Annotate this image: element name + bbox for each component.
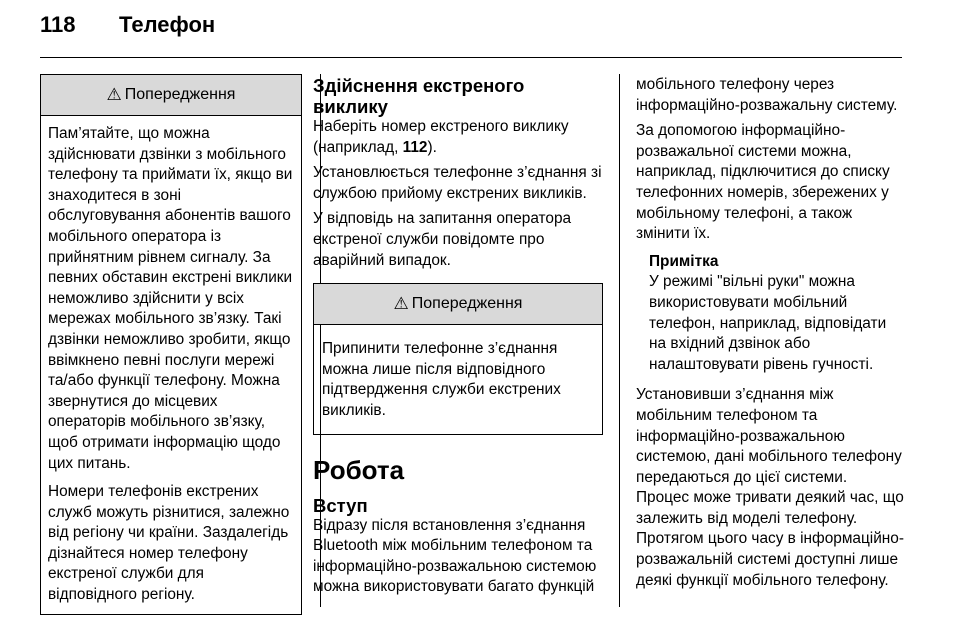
paragraph: Відразу після встановлення з’єднання Bluetooth між мобільним телефоном та інформаційно-розважальною системою можна використовувати багато функцій: [313, 516, 597, 596]
column-divider-2: [619, 74, 620, 607]
warning-paragraph: Припинити телефонне з’єднання можна лише після відповідного підтвердження служби екстрених викликів.: [322, 340, 561, 419]
paragraph: Установивши з’єднання між мобільним телефоном та інформаційно-розважальною системою, дані мобільного телефону передаються до цієї системи. Процес може тривати деякий час, що залежить від моделі телефону. Протягом цього часу в інформаційно-розважальній системі доступні лише деякі функції мобільного телефону.: [636, 386, 904, 589]
warning-paragraph: Номери телефонів екстрених служб можуть різнитися, залежно від регіону чи країни. Заздалегідь дізнайтеся номер телефону екстреної служби для відповідного регіону.: [48, 483, 290, 604]
paragraph: Установлюється телефонне з’єднання зі службою прийому екстрених викликів.: [313, 164, 602, 202]
emergency-dial-paragraph: Наберіть номер екстреного виклику (наприклад, 112).: [313, 118, 569, 156]
warning-paragraph: Пам’ятайте, що можна здійснювати дзвінки з мобільного телефону та приймати їх, якщо ви знаходитеся в зоні обслуговування абонентів вашого мобільного оператора із прийнятним рівнем сигналу. За певних обставин екстрені виклики неможливо здійснити у всіх мережах мобільного зв’язку. Такі дзвінки неможливо зробити, якщо ввімкнено певні послуги мережі та/або функції телефону. Можна звернутися до місцевих операторів мобільного зв’язку, щоб отримати інформацію щодо цих питань.: [48, 125, 293, 472]
paragraph: У відповідь на запитання оператора екстреної служби повідомте про аварійний випадок.: [313, 210, 572, 269]
emergency-number: 112: [402, 138, 428, 156]
page-number: 118: [40, 12, 76, 37]
note-text: У режимі "вільні руки" можна використовувати мобільний телефон, наприклад, відповідати на вхідний дзвінок або налаштовувати рівень гучності.: [649, 273, 887, 373]
warning-title: Попередження: [411, 294, 523, 312]
column-1: [40, 74, 302, 615]
page-title: Телефон: [119, 12, 216, 37]
note-block: [649, 252, 904, 376]
section-heading: Здійснення екстреного виклику: [313, 75, 525, 117]
warning-box: [313, 283, 603, 434]
warning-box: [40, 74, 302, 615]
warning-title: Попередження: [124, 85, 236, 103]
warning-header: [314, 284, 602, 325]
note-title: Примітка: [649, 252, 719, 270]
warning-triangle-icon: ⚠: [393, 293, 409, 313]
paragraph: мобільного телефону через інформаційно-розважальну систему.: [636, 76, 898, 114]
column-2: [313, 75, 603, 603]
paragraph: За допомогою інформаційно-розважальної системи можна, наприклад, підключитися до списку телефонних номерів, збережених у мобільному телефоні, а також змінити їх.: [636, 122, 890, 243]
warning-triangle-icon: ⚠: [106, 84, 122, 104]
chapter-heading: Робота: [313, 454, 405, 485]
column-3: [636, 75, 904, 596]
subheading: Вступ: [313, 494, 368, 516]
warning-body: [314, 325, 602, 433]
warning-body: [41, 116, 301, 614]
warning-header: [41, 75, 301, 116]
header-rule: [40, 57, 902, 58]
